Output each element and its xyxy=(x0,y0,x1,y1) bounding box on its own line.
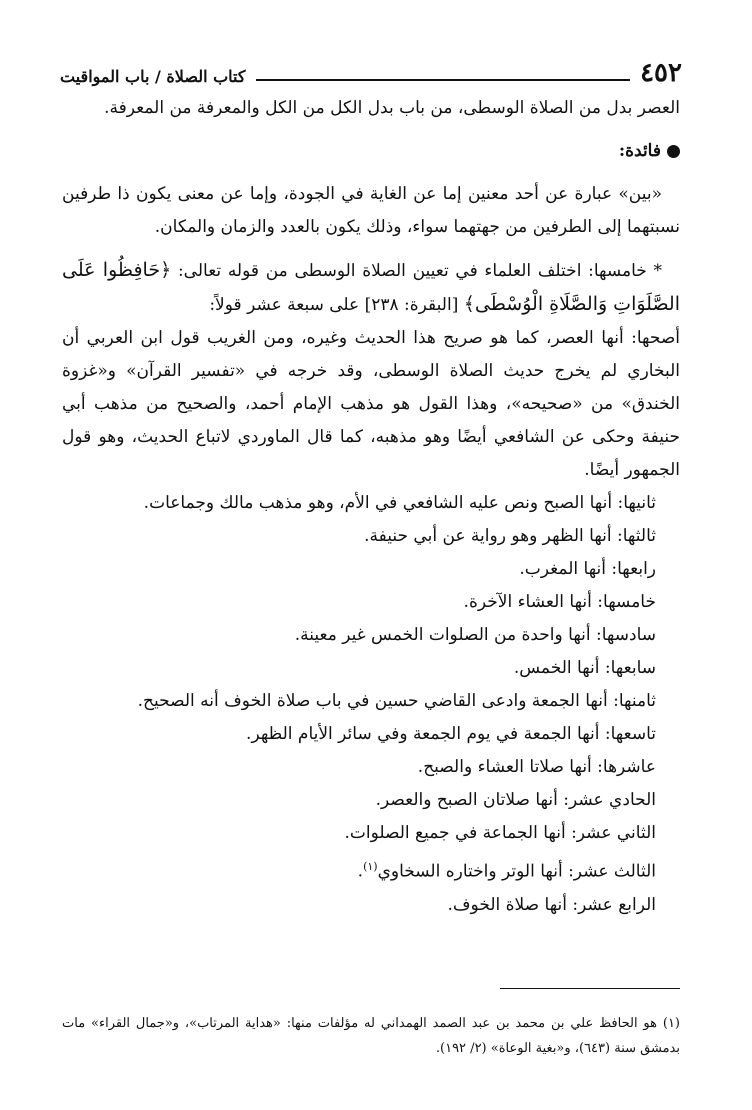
opinion-item: خامسها: أنها العشاء الآخرة. xyxy=(463,592,656,612)
opinion-item: سادسها: أنها واحدة من الصلوات الخمس غير معينة. xyxy=(294,625,656,645)
footnote-marker: (١) xyxy=(363,860,378,873)
page-header xyxy=(60,52,682,86)
bullet-icon xyxy=(667,145,680,158)
paragraph: «بين» عبارة عن أحد معنين إما عن الغاية في الجودة، وإما عن معنى يكون ذا طرفين نسبتهما إلى الطرفين من جهتهما سواء، وذلك يكون بالعدد والزمان والمكان. xyxy=(62,184,680,237)
body-text xyxy=(62,92,680,922)
opinion-item: ثامنها: أنها الجمعة وادعى القاضي حسين في باب صلاة الخوف أنه الصحيح. xyxy=(137,691,656,711)
opinion-item: ثانيها: أنها الصبح ونص عليه الشافعي في الأم، وهو مذهب مالك وجماعات. xyxy=(143,493,656,513)
opinion-item: رابعها: أنها المغرب. xyxy=(519,559,656,579)
opinion-item: الحادي عشر: أنها صلاتان الصبح والعصر. xyxy=(375,790,656,810)
header-rule xyxy=(256,79,631,81)
opinion-text: الثالث عشر: أنها الوتر واختاره السخاوي xyxy=(377,861,656,882)
note-heading-text: فائدة: xyxy=(618,141,661,161)
opinion-item: عاشرها: أنها صلاتا العشاء والصبح. xyxy=(417,757,656,777)
footnote: (١) هو الحافظ علي بن محمد بن عبد الصمد الهمداني له مؤلفات منها: «هداية المرتاب»، و«جمال القراء» مات بدمشق سنة (٦٤٣)، و«بغية الوعاة» (٢/ ١٩٢). xyxy=(62,1016,680,1056)
star-marker: * xyxy=(653,261,663,281)
footnote-rule xyxy=(500,988,680,989)
opinion-end: . xyxy=(357,861,364,882)
running-title: كتاب الصلاة / باب المواقيت xyxy=(60,67,246,86)
opinion-item: سابعها: أنها الخمس. xyxy=(513,658,656,678)
paragraph: العصر بدل من الصلاة الوسطى، من باب بدل الكل من الكل والمعرفة من المعرفة. xyxy=(104,98,680,118)
opinion-item xyxy=(62,850,680,889)
quran-verse: ﴿حَافِظُوا عَلَى الصَّلَوَاتِ وَالصَّلَاةِ الْوُسْطَى﴾ xyxy=(62,259,680,315)
first-opinion: أصحها: أنها العصر، كما هو صريح هذا الحديث وغيره، ومن الغريب قول ابن العربي أن البخاري لم يخرج حديث الصلاة الوسطى، وقد خرجه في «تفسير القرآن» و«غزوة الخندق» من «صحيحه»، وهذا القول هو مذهب الإمام أحمد، والصحيح من مذهب أبي حنيفة وحكى عن الشافعي أيضًا وهو مذهبه، كما قال الماوردي لاتباع الحديث، وهو قول الجمهور أيضًا. xyxy=(62,328,680,480)
opinion-item: الثاني عشر: أنها الجماعة في جميع الصلوات. xyxy=(344,823,656,843)
opinion-item: الرابع عشر: أنها صلاة الخوف. xyxy=(447,894,656,915)
point-five-paragraph xyxy=(62,254,680,322)
opinion-item: تاسعها: أنها الجمعة في يوم الجمعة وفي سائر الأيام الظهر. xyxy=(246,724,656,744)
page-number: ٤٥٢ xyxy=(640,58,682,88)
point-five-intro: خامسها: اختلف العلماء في تعيين الصلاة الوسطى من قوله تعالى: xyxy=(177,261,647,281)
opinion-item: ثالثها: أنها الظهر وهو رواية عن أبي حنيفة. xyxy=(364,526,656,546)
verse-reference: [البقرة: ٢٣٨] على سبعة عشر قولاً: xyxy=(209,295,459,315)
note-heading xyxy=(62,135,680,168)
